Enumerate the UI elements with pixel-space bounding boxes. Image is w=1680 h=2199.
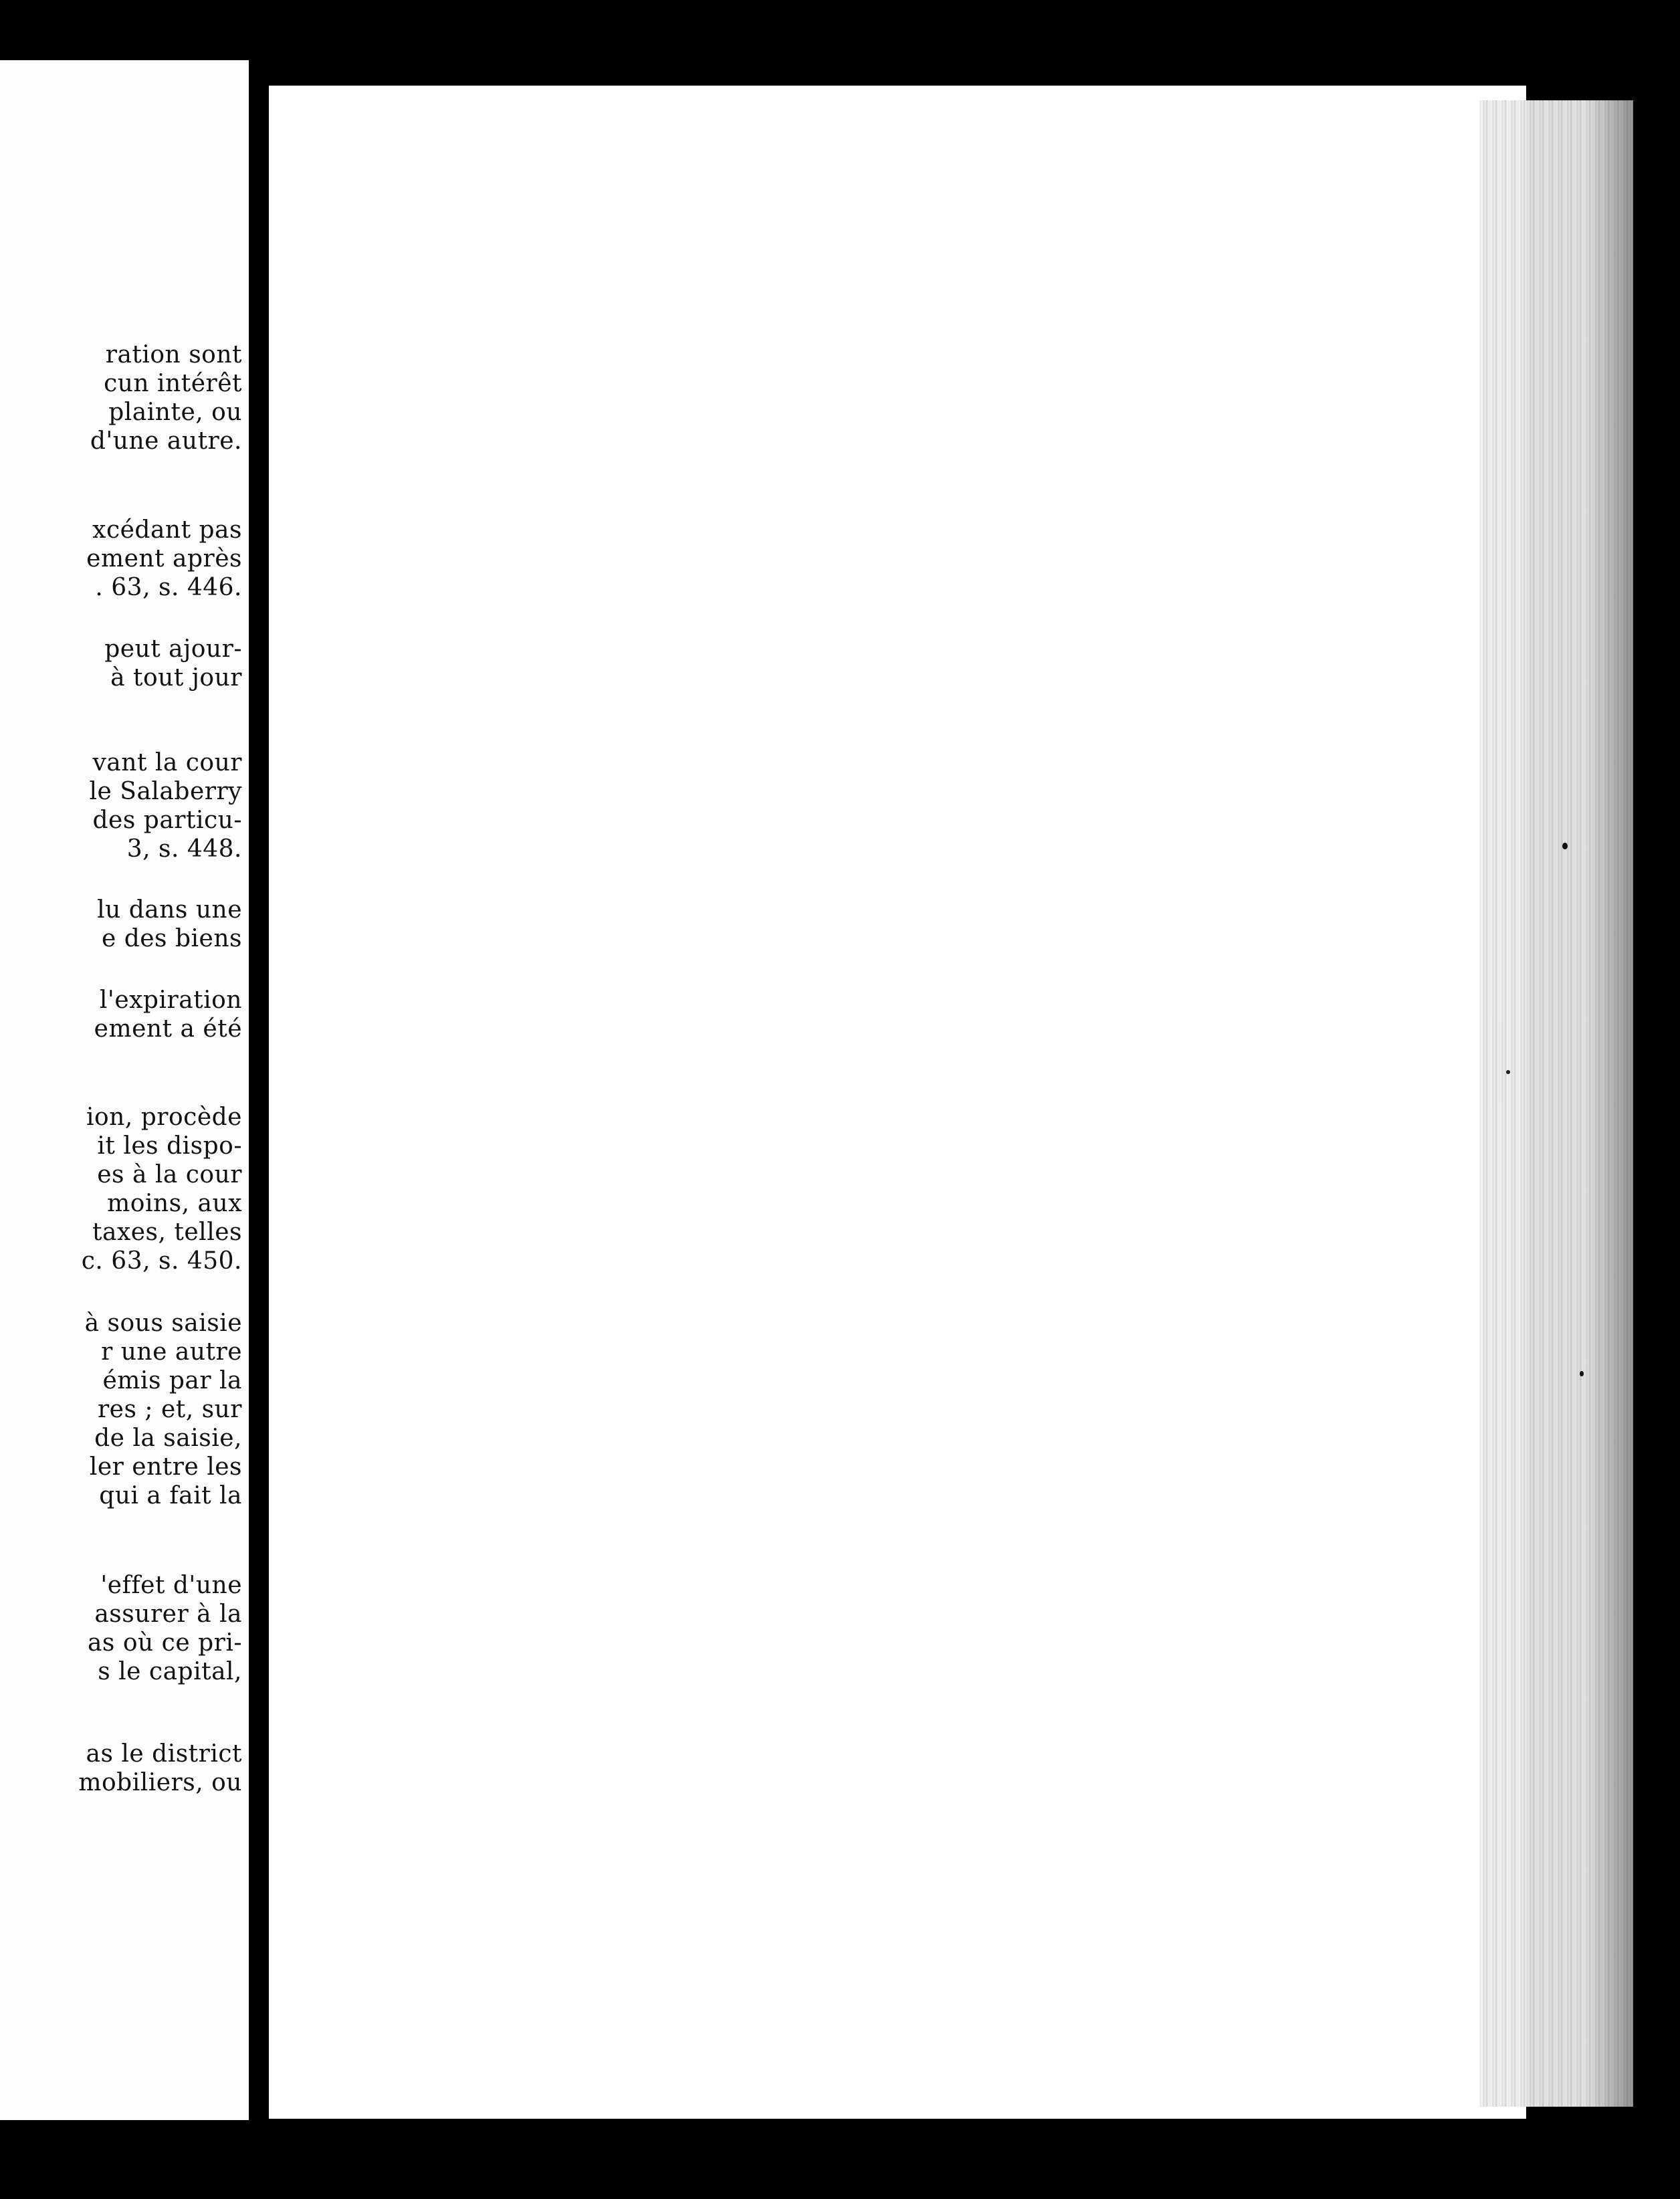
speck xyxy=(1562,843,1568,849)
text-line: cun intérêt xyxy=(104,370,242,397)
text-line: 'effet d'une xyxy=(100,1572,242,1599)
text-line: plainte, ou xyxy=(108,399,242,426)
text-line: . 63, s. 446. xyxy=(95,574,242,601)
stacked-page-edges xyxy=(1479,100,1633,2107)
text-line: r une autre xyxy=(101,1338,242,1366)
text-line: de la saisie, xyxy=(94,1425,242,1452)
speck xyxy=(1506,1070,1510,1074)
text-line: mobiliers, ou xyxy=(78,1769,242,1796)
text-line: ler entre les xyxy=(89,1453,242,1481)
text-line: le Salaberry xyxy=(89,778,242,805)
text-line: moins, aux xyxy=(107,1190,242,1217)
text-line: à tout jour xyxy=(110,664,242,692)
text-line: l'expiration xyxy=(99,986,242,1014)
text-line: lu dans une xyxy=(97,896,242,924)
text-line: ration sont xyxy=(105,341,242,369)
text-line: d'une autre. xyxy=(90,427,242,455)
book-gutter xyxy=(249,40,269,2127)
text-line: as où ce pri- xyxy=(87,1629,242,1657)
text-line: assurer à la xyxy=(94,1600,242,1628)
speck xyxy=(1580,1371,1584,1376)
text-line: es à la cour xyxy=(97,1161,242,1188)
text-line: ement après xyxy=(86,545,242,572)
text-line: qui a fait la xyxy=(99,1482,242,1509)
text-line: c. 63, s. 450. xyxy=(81,1247,242,1275)
right-page-blank xyxy=(269,86,1526,2119)
text-line: 3, s. 448. xyxy=(126,835,242,863)
text-line: vant la cour xyxy=(92,749,242,776)
text-line: ement a été xyxy=(94,1015,242,1043)
text-line: des particu- xyxy=(92,807,242,834)
text-line: it les dispo- xyxy=(97,1132,242,1160)
text-line: res ; et, sur xyxy=(97,1396,242,1423)
text-line: xcédant pas xyxy=(92,516,242,544)
text-line: ion, procède xyxy=(86,1104,242,1131)
text-line: e des biens xyxy=(101,925,242,952)
text-line: peut ajour- xyxy=(104,635,242,663)
text-line: as le district xyxy=(86,1740,242,1768)
text-line: s le capital, xyxy=(98,1658,242,1685)
text-line: émis par la xyxy=(102,1367,242,1394)
left-page xyxy=(0,60,249,2120)
text-line: à sous saisie xyxy=(84,1310,242,1337)
text-line: taxes, telles xyxy=(92,1219,242,1246)
